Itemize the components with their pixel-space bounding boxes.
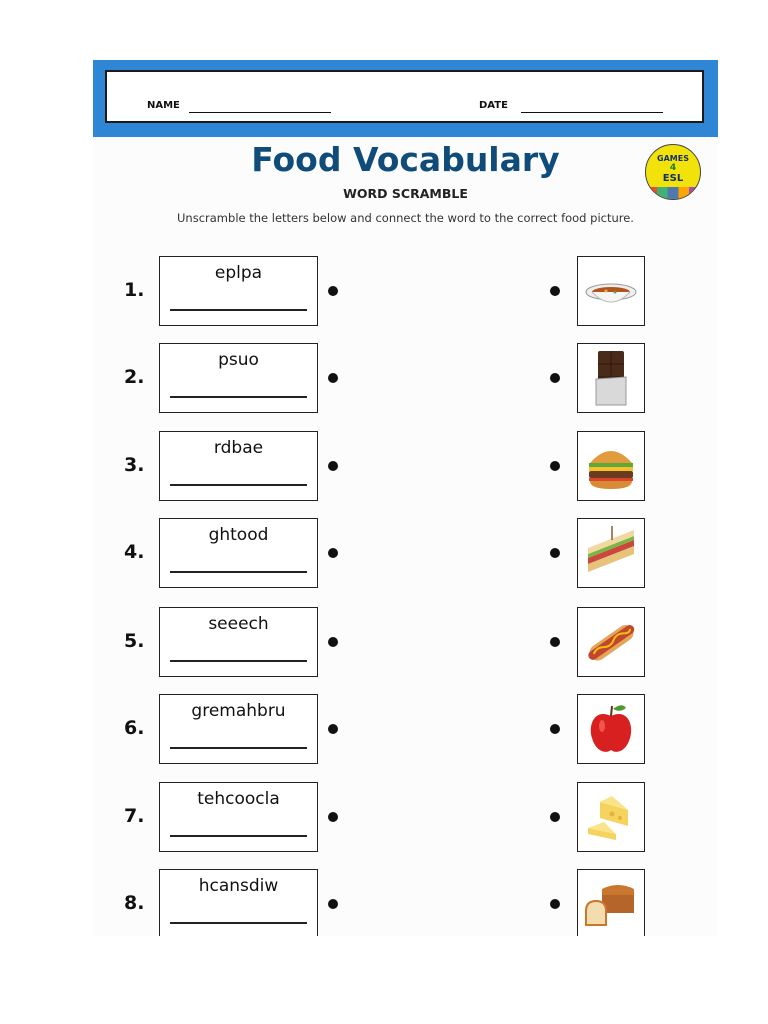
right-connect-dot[interactable]	[550, 286, 560, 296]
logo-stripe	[646, 187, 700, 199]
scrambled-word: rdbae	[213, 438, 264, 458]
right-connect-dot[interactable]	[550, 724, 560, 734]
word-box	[159, 694, 318, 764]
left-connect-dot[interactable]	[328, 373, 338, 383]
exercise-row	[93, 694, 718, 764]
page-subtitle: WORD SCRAMBLE	[343, 186, 468, 201]
answer-line[interactable]	[170, 835, 307, 837]
apple-icon	[582, 700, 640, 758]
hotdog-icon	[582, 613, 640, 671]
scrambled-word: eplpa	[214, 263, 263, 283]
item-number: 5.	[124, 630, 145, 652]
cheese-icon	[582, 788, 640, 846]
item-number: 2.	[124, 366, 145, 388]
exercise-row	[93, 782, 718, 852]
answer-line[interactable]	[170, 922, 307, 924]
word-box	[159, 869, 318, 936]
logo-line-3: ESL	[662, 173, 684, 184]
left-connect-dot[interactable]	[328, 286, 338, 296]
item-number: 1.	[124, 279, 145, 301]
exercise-row	[93, 607, 718, 677]
exercise-row	[93, 343, 718, 413]
exercise-row	[93, 869, 718, 936]
left-connect-dot[interactable]	[328, 724, 338, 734]
left-connect-dot[interactable]	[328, 899, 338, 909]
left-connect-dot[interactable]	[328, 461, 338, 471]
answer-line[interactable]	[170, 571, 307, 573]
picture-box	[577, 869, 645, 936]
burger-icon	[582, 437, 640, 495]
name-label: NAME	[147, 100, 180, 111]
answer-line[interactable]	[170, 396, 307, 398]
date-label: DATE	[479, 100, 508, 111]
scrambled-word: gremahbru	[191, 701, 286, 721]
exercise-row	[93, 431, 718, 501]
scrambled-word: psuo	[218, 350, 259, 370]
picture-box	[577, 694, 645, 764]
left-connect-dot[interactable]	[328, 548, 338, 558]
page-title: Food Vocabulary	[251, 140, 560, 179]
scrambled-word: seeech	[208, 614, 269, 634]
item-number: 3.	[124, 454, 145, 476]
scrambled-word: ghtood	[208, 525, 269, 545]
right-connect-dot[interactable]	[550, 637, 560, 647]
right-connect-dot[interactable]	[550, 899, 560, 909]
logo-line-2: 4	[669, 163, 677, 173]
name-date-box	[105, 70, 704, 123]
header-band	[93, 60, 718, 137]
answer-line[interactable]	[170, 309, 307, 311]
word-box	[159, 256, 318, 326]
name-field[interactable]	[189, 112, 331, 113]
worksheet	[93, 60, 718, 936]
exercise-row	[93, 518, 718, 588]
item-number: 7.	[124, 805, 145, 827]
picture-box	[577, 256, 645, 326]
picture-box	[577, 782, 645, 852]
item-number: 6.	[124, 717, 145, 739]
scrambled-word: tehcoocla	[197, 789, 280, 809]
games4esl-logo	[645, 144, 701, 200]
picture-box	[577, 431, 645, 501]
instructions: Unscramble the letters below and connect the word to the correct food picture.	[177, 211, 634, 225]
right-connect-dot[interactable]	[550, 461, 560, 471]
logo-line-1: GAMES	[657, 154, 689, 163]
soup-bowl-icon	[582, 262, 640, 320]
scrambled-word: hcansdiw	[198, 876, 279, 896]
item-number: 4.	[124, 541, 145, 563]
word-box	[159, 343, 318, 413]
answer-line[interactable]	[170, 484, 307, 486]
exercise-row	[93, 256, 718, 326]
answer-line[interactable]	[170, 747, 307, 749]
right-connect-dot[interactable]	[550, 373, 560, 383]
right-connect-dot[interactable]	[550, 812, 560, 822]
word-box	[159, 518, 318, 588]
bread-loaf-icon	[582, 875, 640, 933]
sandwich-icon	[582, 524, 640, 582]
picture-box	[577, 607, 645, 677]
left-connect-dot[interactable]	[328, 812, 338, 822]
item-number: 8.	[124, 892, 145, 914]
picture-box	[577, 343, 645, 413]
right-connect-dot[interactable]	[550, 548, 560, 558]
word-box	[159, 431, 318, 501]
answer-line[interactable]	[170, 660, 307, 662]
left-connect-dot[interactable]	[328, 637, 338, 647]
word-box	[159, 607, 318, 677]
word-box	[159, 782, 318, 852]
picture-box	[577, 518, 645, 588]
date-field[interactable]	[521, 112, 663, 113]
chocolate-bar-icon	[582, 349, 640, 407]
